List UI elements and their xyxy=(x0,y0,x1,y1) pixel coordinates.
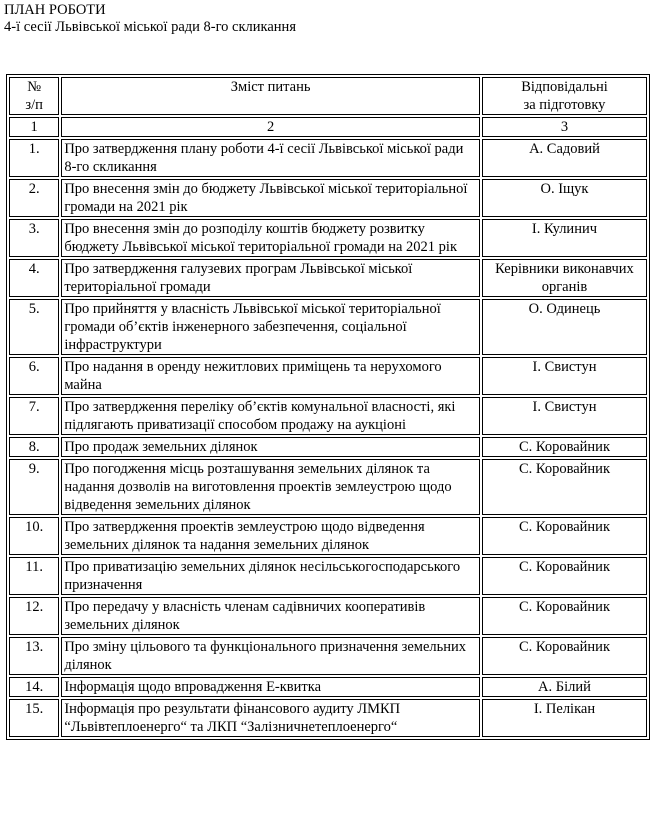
table-row xyxy=(9,259,647,297)
row-content: Про внесення змін до розподілу коштів бюджету розвитку бюджету Львівської міської територіальної громади на 2021 рік xyxy=(61,219,480,257)
column-number-1: 1 xyxy=(9,117,59,137)
row-responsible: І. Свистун xyxy=(482,397,647,435)
header-num-line1: № xyxy=(27,79,42,95)
row-responsible: І. Свистун xyxy=(482,357,647,395)
row-number: 11. xyxy=(9,557,59,595)
header-num xyxy=(9,77,59,115)
row-content: Про продаж земельних ділянок xyxy=(61,437,480,457)
table-row xyxy=(9,459,647,515)
row-number: 12. xyxy=(9,597,59,635)
row-responsible: А. Білий xyxy=(482,677,647,697)
row-number: 2. xyxy=(9,179,59,217)
row-responsible: С. Коровайник xyxy=(482,517,647,555)
row-content: Про затвердження плану роботи 4-ї сесії Львівської міської ради 8-го скликання xyxy=(61,139,480,177)
row-content: Про затвердження галузевих програм Львівської міської територіальної громади xyxy=(61,259,480,297)
header-responsible-line1: Відповідальні xyxy=(521,79,608,95)
row-number: 14. xyxy=(9,677,59,697)
table-row xyxy=(9,637,647,675)
row-number: 9. xyxy=(9,459,59,515)
header-responsible xyxy=(482,77,647,115)
table-row xyxy=(9,437,647,457)
row-responsible: С. Коровайник xyxy=(482,597,647,635)
table-row xyxy=(9,139,647,177)
row-content: Інформація про результати фінансового аудиту ЛМКП “Львівтеплоенерго“ та ЛКП “Залізничнетеплоенерго“ xyxy=(61,699,480,737)
row-responsible: І. Кулинич xyxy=(482,219,647,257)
row-responsible: С. Коровайник xyxy=(482,459,647,515)
row-responsible: Керівники виконавчих органів xyxy=(482,259,647,297)
header-responsible-line2: за підготовку xyxy=(523,97,606,113)
header-num-line2: з/п xyxy=(25,97,43,113)
column-number-2: 2 xyxy=(61,117,480,137)
row-content: Про прийняття у власність Львівської міської територіальної громади об’єктів інженерного забезпечення, соціальної інфраструктури xyxy=(61,299,480,355)
row-number: 1. xyxy=(9,139,59,177)
row-number: 13. xyxy=(9,637,59,675)
row-responsible: С. Коровайник xyxy=(482,557,647,595)
row-content: Про внесення змін до бюджету Львівської міської територіальної громади на 2021 рік xyxy=(61,179,480,217)
row-number: 7. xyxy=(9,397,59,435)
row-number: 15. xyxy=(9,699,59,737)
row-responsible: О. Одинець xyxy=(482,299,647,355)
table-row xyxy=(9,179,647,217)
row-number: 4. xyxy=(9,259,59,297)
table-row xyxy=(9,677,647,697)
table-header-row xyxy=(9,77,647,115)
table-row xyxy=(9,299,647,355)
row-number: 3. xyxy=(9,219,59,257)
row-number: 8. xyxy=(9,437,59,457)
row-content: Про передачу у власність членам садівничих кооперативів земельних ділянок xyxy=(61,597,480,635)
row-content: Про приватизацію земельних ділянок несільськогосподарського призначення xyxy=(61,557,480,595)
row-content: Інформація щодо впровадження Е-квитка xyxy=(61,677,480,697)
table-row xyxy=(9,557,647,595)
column-number-3: 3 xyxy=(482,117,647,137)
row-responsible: С. Коровайник xyxy=(482,437,647,457)
row-content: Про надання в оренду нежитлових приміщень та нерухомого майна xyxy=(61,357,480,395)
table-row xyxy=(9,357,647,395)
table-row xyxy=(9,219,647,257)
row-number: 5. xyxy=(9,299,59,355)
row-content: Про затвердження переліку об’єктів комунальної власності, які підлягають приватизації способом продажу на аукціоні xyxy=(61,397,480,435)
row-content: Про зміну цільового та функціонального призначення земельних ділянок xyxy=(61,637,480,675)
table-body xyxy=(9,77,647,737)
column-number-row xyxy=(9,117,647,137)
row-number: 10. xyxy=(9,517,59,555)
table-row xyxy=(9,597,647,635)
document-subtitle: 4-ї сесії Львівської міської ради 8-го скликання xyxy=(4,19,296,35)
table-row xyxy=(9,699,647,737)
work-plan-table xyxy=(6,74,650,740)
row-content: Про погодження місць розташування земельних ділянок та надання дозволів на виготовлення проектів землеустрою щодо відведення земельних ділянок xyxy=(61,459,480,515)
row-responsible: І. Пелікан xyxy=(482,699,647,737)
row-responsible: А. Садовий xyxy=(482,139,647,177)
row-responsible: О. Іщук xyxy=(482,179,647,217)
table-row xyxy=(9,397,647,435)
row-number: 6. xyxy=(9,357,59,395)
table-row xyxy=(9,517,647,555)
header-content: Зміст питань xyxy=(61,77,480,115)
document-header xyxy=(4,2,296,36)
row-responsible: С. Коровайник xyxy=(482,637,647,675)
row-content: Про затвердження проектів землеустрою щодо відведення земельних ділянок та надання земельних ділянок xyxy=(61,517,480,555)
document-title: ПЛАН РОБОТИ xyxy=(4,2,106,18)
